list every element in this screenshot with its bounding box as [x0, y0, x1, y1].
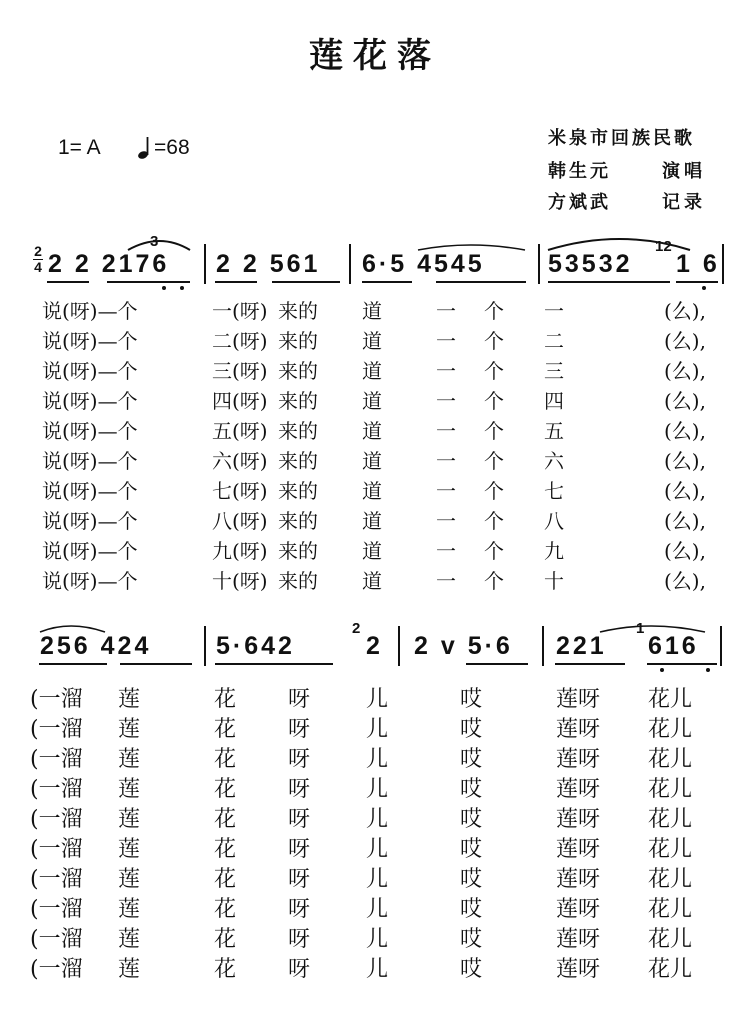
lyric-number: 九(呀): [212, 539, 268, 563]
refrain-word: (一溜: [30, 927, 83, 952]
low-octave-dot: [706, 668, 710, 672]
refrain-word: 花: [214, 717, 237, 742]
lyric-number-2: 四: [544, 389, 564, 413]
lyric-number: 四(呀): [212, 389, 268, 413]
refrain-line: [0, 808, 750, 838]
refrain-word: 花: [214, 837, 237, 862]
lyric-ge: 个: [484, 479, 504, 503]
refrain-word: 哎: [460, 777, 483, 802]
lyric-end: (么),: [664, 449, 706, 473]
lyric-ge: 个: [484, 449, 504, 473]
lyric-line-7: [0, 480, 750, 510]
barline: [542, 626, 544, 666]
lyric-ge: 个: [484, 509, 504, 533]
refrain-word: (一溜: [30, 717, 83, 742]
lyric-dao: 道: [362, 419, 382, 443]
lyric-ge: 个: [484, 329, 504, 353]
refrain-word: 花儿: [648, 747, 693, 772]
barline: [398, 626, 400, 666]
refrain-word: 儿: [366, 867, 389, 892]
beam-underline: [215, 281, 257, 283]
measure-3: 6·5 4545: [362, 250, 485, 278]
refrain-word: 花: [214, 867, 237, 892]
refrain-word: 儿: [366, 927, 389, 952]
grace-notes: 12: [655, 238, 672, 255]
lyric-yi: 一: [436, 539, 456, 563]
lyric-prefix: 说(呀)—个: [42, 569, 138, 593]
beam-underline: [466, 663, 528, 665]
lyric-dao: 道: [362, 359, 382, 383]
lyric-mid: 来的: [278, 329, 318, 353]
lyric-line-3: [0, 360, 750, 390]
beam-underline: [362, 281, 412, 283]
time-signature-bottom: 4: [34, 259, 42, 275]
refrain-word: 呀: [288, 867, 311, 892]
lyric-line-1: [0, 300, 750, 330]
lyric-dao: 道: [362, 329, 382, 353]
refrain-line: [0, 898, 750, 928]
lyric-number-2: 十: [544, 569, 564, 593]
lyric-ge: 个: [484, 389, 504, 413]
refrain-word: 哎: [460, 897, 483, 922]
lyric-number-2: 八: [544, 509, 564, 533]
refrain-word: 花儿: [648, 687, 693, 712]
refrain-word: 花儿: [648, 717, 693, 742]
refrain-line: [0, 748, 750, 778]
lyric-line-10: [0, 570, 750, 600]
beam-underline: [120, 663, 192, 665]
measure-1: 2 2 2176: [48, 250, 170, 278]
refrain-word: 莲呀: [556, 867, 601, 892]
lyric-yi: 一: [436, 449, 456, 473]
beam-underline: [647, 663, 717, 665]
song-title: 莲花落: [309, 36, 441, 76]
verse-lyrics: [0, 300, 750, 600]
refrain-word: 呀: [288, 897, 311, 922]
refrain-word: 哎: [460, 837, 483, 862]
key-signature: 1= A: [58, 136, 101, 159]
measure-2: 2 2 561: [216, 250, 321, 278]
lyric-dao: 道: [362, 389, 382, 413]
refrain-word: 哎: [460, 807, 483, 832]
beam-underline: [215, 663, 333, 665]
lyric-prefix: 说(呀)—个: [42, 539, 138, 563]
refrain-word: 花: [214, 897, 237, 922]
refrain-word: (一溜: [30, 687, 83, 712]
refrain-line: [0, 868, 750, 898]
refrain-word: 莲呀: [556, 687, 601, 712]
lyric-dao: 道: [362, 509, 382, 533]
refrain-word: 莲: [118, 897, 141, 922]
measure-6: 5·642: [216, 632, 295, 660]
lyric-mid: 来的: [278, 539, 318, 563]
refrain-line: [0, 838, 750, 868]
refrain-word: 儿: [366, 837, 389, 862]
refrain-word: 儿: [366, 747, 389, 772]
refrain-word: 花儿: [648, 867, 693, 892]
measure-7: 2 v 5·6: [414, 632, 513, 660]
lyric-line-5: [0, 420, 750, 450]
lyric-yi: 一: [436, 389, 456, 413]
lyric-dao: 道: [362, 569, 382, 593]
refrain-word: 哎: [460, 867, 483, 892]
lyric-end: (么),: [664, 329, 706, 353]
beam-underline: [548, 281, 670, 283]
slur: [418, 245, 525, 250]
credit-source: 米泉市回族民歌: [548, 128, 695, 149]
measure-4-end: 1 6: [676, 250, 720, 278]
lyric-number: 二(呀): [212, 329, 268, 353]
refrain-word: 莲呀: [556, 927, 601, 952]
lyric-prefix: 说(呀)—个: [42, 509, 138, 533]
lyric-end: (么),: [664, 539, 706, 563]
lyric-yi: 一: [436, 479, 456, 503]
refrain-word: 儿: [366, 717, 389, 742]
lyric-prefix: 说(呀)—个: [42, 449, 138, 473]
lyric-dao: 道: [362, 539, 382, 563]
refrain-word: 儿: [366, 957, 389, 982]
refrain-word: 莲: [118, 807, 141, 832]
lyric-number-2: 六: [544, 449, 564, 473]
lyric-yi: 一: [436, 419, 456, 443]
refrain-word: 花儿: [648, 927, 693, 952]
lyric-prefix: 说(呀)—个: [42, 329, 138, 353]
refrain-word: 莲: [118, 777, 141, 802]
refrain-word: 儿: [366, 777, 389, 802]
lyric-mid: 来的: [278, 299, 318, 323]
refrain-word: 呀: [288, 777, 311, 802]
refrain-word: 花儿: [648, 837, 693, 862]
refrain-word: 儿: [366, 807, 389, 832]
refrain-word: 呀: [288, 717, 311, 742]
refrain-word: 莲呀: [556, 747, 601, 772]
lyric-dao: 道: [362, 479, 382, 503]
lyric-yi: 一: [436, 359, 456, 383]
lyric-ge: 个: [484, 359, 504, 383]
refrain-word: 花: [214, 807, 237, 832]
lyric-prefix: 说(呀)—个: [42, 419, 138, 443]
lyric-number-2: 二: [544, 329, 564, 353]
refrain-word: (一溜: [30, 897, 83, 922]
refrain-word: 花儿: [648, 957, 693, 982]
refrain-word: (一溜: [30, 957, 83, 982]
lyric-ge: 个: [484, 539, 504, 563]
lyric-end: (么),: [664, 479, 706, 503]
refrain-word: 哎: [460, 687, 483, 712]
refrain-word: 莲呀: [556, 897, 601, 922]
refrain-word: 哎: [460, 747, 483, 772]
refrain-word: 花儿: [648, 897, 693, 922]
beam-underline: [555, 663, 625, 665]
lyric-number: 一(呀): [212, 299, 268, 323]
lyric-ge: 个: [484, 299, 504, 323]
refrain-word: 呀: [288, 687, 311, 712]
lyric-end: (么),: [664, 419, 706, 443]
lyric-number: 七(呀): [212, 479, 268, 503]
lyric-dao: 道: [362, 449, 382, 473]
lyric-ge: 个: [484, 419, 504, 443]
lyric-yi: 一: [436, 509, 456, 533]
beam-underline: [272, 281, 340, 283]
low-octave-dot: [180, 286, 184, 290]
barline: [720, 626, 722, 666]
refrain-line: [0, 718, 750, 748]
beam-underline: [436, 281, 526, 283]
refrain-word: 哎: [460, 717, 483, 742]
refrain-word: 莲: [118, 747, 141, 772]
lyric-mid: 来的: [278, 419, 318, 443]
lyric-end: (么),: [664, 359, 706, 383]
credit-singer: 韩生元: [548, 161, 611, 182]
lyric-mid: 来的: [278, 509, 318, 533]
lyric-number: 三(呀): [212, 359, 268, 383]
refrain-word: 花儿: [648, 777, 693, 802]
measure-6-end: 2: [366, 632, 383, 660]
refrain-word: (一溜: [30, 747, 83, 772]
refrain-word: 莲呀: [556, 807, 601, 832]
lyric-line-4: [0, 390, 750, 420]
lyric-number-2: 三: [544, 359, 564, 383]
grace-note: 2: [352, 620, 361, 637]
lyric-end: (么),: [664, 299, 706, 323]
lyric-mid: 来的: [278, 449, 318, 473]
refrain-word: 莲: [118, 927, 141, 952]
lyric-line-6: [0, 450, 750, 480]
grace-note: 1: [636, 620, 645, 637]
lyric-number-2: 九: [544, 539, 564, 563]
refrain-word: (一溜: [30, 867, 83, 892]
refrain-word: 呀: [288, 807, 311, 832]
low-octave-dot: [702, 286, 706, 290]
refrain-line: [0, 928, 750, 958]
refrain-word: 花: [214, 927, 237, 952]
lyric-line-2: [0, 330, 750, 360]
beam-underline: [39, 663, 107, 665]
refrain-word: 莲呀: [556, 717, 601, 742]
refrain-word: 莲呀: [556, 957, 601, 982]
lyric-prefix: 说(呀)—个: [42, 389, 138, 413]
refrain-word: (一溜: [30, 807, 83, 832]
refrain-word: 花: [214, 957, 237, 982]
lyric-yi: 一: [436, 299, 456, 323]
refrain-word: 莲呀: [556, 777, 601, 802]
measure-8: 221: [556, 632, 607, 660]
slur: [128, 241, 190, 250]
beam-underline: [47, 281, 89, 283]
low-octave-dot: [162, 286, 166, 290]
refrain-word: 花: [214, 777, 237, 802]
lyric-prefix: 说(呀)—个: [42, 359, 138, 383]
beam-underline: [676, 281, 718, 283]
beam-underline: [107, 281, 190, 283]
refrain-line: [0, 778, 750, 808]
refrain-word: 哎: [460, 957, 483, 982]
refrain-word: 呀: [288, 837, 311, 862]
lyric-mid: 来的: [278, 359, 318, 383]
tuplet-number: 3: [150, 233, 159, 250]
lyric-number: 八(呀): [212, 509, 268, 533]
lyric-mid: 来的: [278, 569, 318, 593]
refrain-lyrics: [0, 688, 750, 988]
refrain-line: [0, 958, 750, 988]
lyric-prefix: 说(呀)—个: [42, 299, 138, 323]
lyric-end: (么),: [664, 569, 706, 593]
measure-5: 256 424: [40, 632, 152, 660]
credit-singer-role: 演唱: [662, 161, 706, 182]
refrain-word: 花儿: [648, 807, 693, 832]
lyric-end: (么),: [664, 509, 706, 533]
refrain-word: 儿: [366, 897, 389, 922]
lyric-mid: 来的: [278, 389, 318, 413]
barline: [204, 626, 206, 666]
lyric-number: 十(呀): [212, 569, 268, 593]
lyric-ge: 个: [484, 569, 504, 593]
time-signature-top: 2: [34, 243, 42, 259]
credit-recorder: 方斌武: [548, 192, 611, 213]
lyric-dao: 道: [362, 299, 382, 323]
refrain-word: 呀: [288, 927, 311, 952]
lyric-prefix: 说(呀)—个: [42, 479, 138, 503]
refrain-word: 哎: [460, 927, 483, 952]
lyric-yi: 一: [436, 569, 456, 593]
lyric-number: 六(呀): [212, 449, 268, 473]
refrain-word: (一溜: [30, 837, 83, 862]
refrain-word: 莲: [118, 837, 141, 862]
lyric-number-2: 七: [544, 479, 564, 503]
refrain-word: 莲: [118, 717, 141, 742]
low-octave-dot: [660, 668, 664, 672]
lyric-number-2: 一: [544, 299, 564, 323]
refrain-word: 莲: [118, 867, 141, 892]
refrain-word: 莲: [118, 957, 141, 982]
lyric-end: (么),: [664, 389, 706, 413]
lyric-yi: 一: [436, 329, 456, 353]
refrain-word: 呀: [288, 957, 311, 982]
lyric-line-8: [0, 510, 750, 540]
measure-4: 53532: [548, 250, 633, 278]
refrain-word: 花: [214, 687, 237, 712]
tempo-value: =68: [154, 136, 190, 159]
refrain-word: 莲呀: [556, 837, 601, 862]
refrain-word: (一溜: [30, 777, 83, 802]
refrain-line: [0, 688, 750, 718]
refrain-word: 呀: [288, 747, 311, 772]
refrain-word: 莲: [118, 687, 141, 712]
lyric-mid: 来的: [278, 479, 318, 503]
slur: [548, 239, 690, 250]
lyric-number-2: 五: [544, 419, 564, 443]
credit-recorder-role: 记录: [662, 192, 706, 213]
refrain-word: 儿: [366, 687, 389, 712]
lyric-line-9: [0, 540, 750, 570]
refrain-word: 花: [214, 747, 237, 772]
measure-8-end: 616: [648, 632, 699, 660]
lyric-number: 五(呀): [212, 419, 268, 443]
